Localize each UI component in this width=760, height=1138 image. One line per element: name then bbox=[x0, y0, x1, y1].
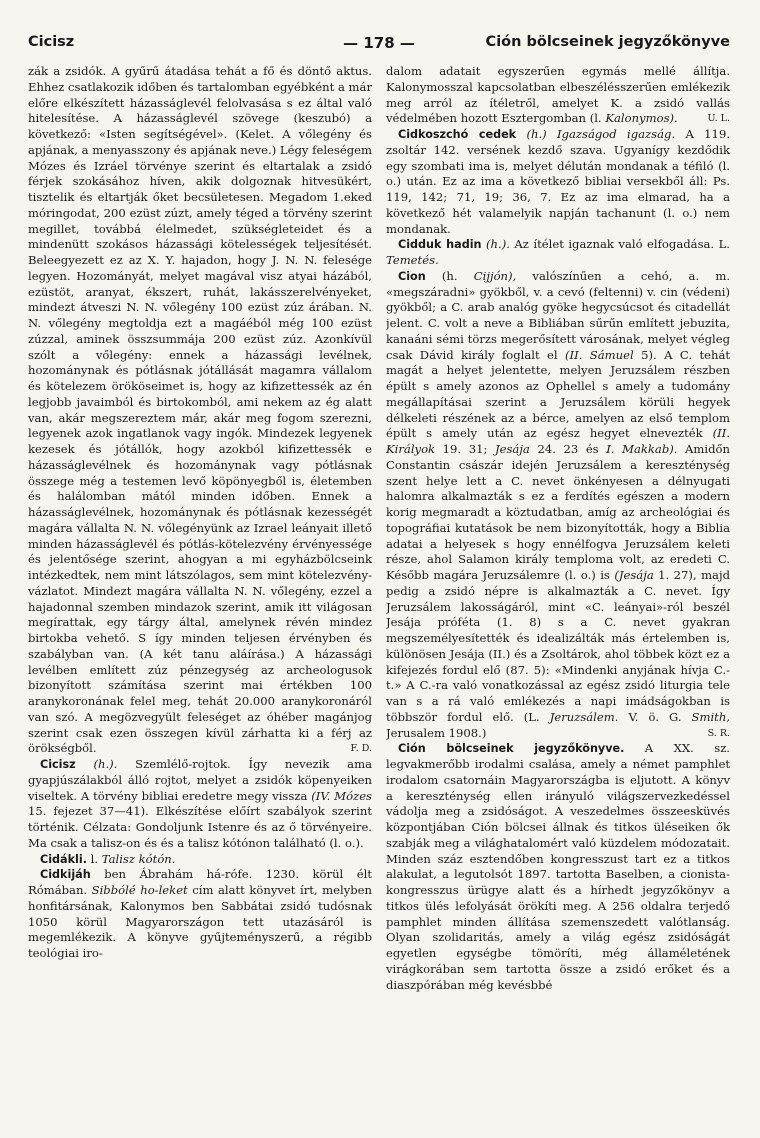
entry-headword: Cion bbox=[398, 269, 426, 283]
entry-text: V. ö. G. bbox=[618, 709, 682, 724]
entry-text: dalom adatait egyszerűen egymás mellé állítja. Kalonymosszal kapcsolatban elbeszélésszerűen emlékezik meg arról az ítéletről, amelyet K. a zsidó vallás védelmében hozott Esztergomban (l. bbox=[386, 64, 730, 126]
entry-tag: (h.). bbox=[93, 757, 118, 771]
entry-reference: (II. Királyok bbox=[386, 426, 730, 456]
entry-text: valószínűen a cehó, a. m. «megszáradni» gyökből, v. a cevó (feltenni) v. cin (védeni) gyökből; a C. arab analóg gyöke hegycsúcsot és citadellát jelent. C. volt a neve a Bibliában sűrűn említett jebuzita, kanaáni sémi törzs megerősített városának, melyet végleg csak Dávid király foglalt el bbox=[386, 268, 730, 362]
entry-continuation bbox=[28, 64, 372, 757]
running-head-left: Cicisz bbox=[28, 34, 75, 50]
entry-headword: Cidákli. bbox=[40, 852, 87, 866]
entry-text: cím alatt könyvet írt, melyben honfitársának, Kalonymos ben Sabbátai zsidó tudósnak 1050 körül Magyarországon tett utazásáról is megemlékezik. A könyve gyűjteményszerű, a régibb teológiai iro- bbox=[28, 883, 372, 960]
entry-reference: (II. Sámuel bbox=[565, 347, 634, 362]
entry-reference: Jesája bbox=[494, 442, 530, 456]
entry-text: 5). A C. tehát magát a helyet jelentette, melyen Jeruzsálem részben épült s amely azonos az Ophellel s amely a tudomány megállapításai szerint a Jeruzsálem körüli hegyek délkeleti részének az a bérce, amelyen az első templom épült s amely után az egész hegyet elnevezték bbox=[386, 347, 730, 441]
entry-reference: Smith, bbox=[691, 709, 730, 724]
entry-headword: Cidkoszchó cedek bbox=[398, 128, 517, 141]
entry-text: Jerusalem 1908.) bbox=[386, 725, 487, 740]
entry-text: zák a zsidók. A gyűrű átadása tehát a fő és döntő aktus. Ehhez csatlakozik időben és tartalomban egyébként a már előre elkészített házasságlevél felolvasása s ez által való hitelesítése. A házasságlevél szövege (keszubó) a következő: «Isten segítségével». (Kelet. A vőlegény és apjának, a menyasszony és apjának neve.) Légy feleségem Mózes és Izráel törvénye szerint és eltartalak a zsidó férjek szokásához híven, akik dolgoznak hitvesükért, tisztelik és eltartják őket becsületesen. Megadom 1.eked móringodat, 200 ezüst zúzt, amely téged a törvény szerint megillet, továbbá élelmedet, szükségleteidet és a mindenütt szokásos házassági kötelességek teljesítését. Beleegyezett ez az X. Y. hajadon, hogy J. N. N. felesége legyen. Hozományát, melyet magával visz atyai házából, ezüstöt, aranyat, ékszert, ruhát, lakásszerelvényeket, mindezt átveszi N. N. vőlegény 100 ezüst zúz árában. N. N. vőlegény megtoldja ezt a magáéból még 100 ezüst zúzzal, aminek összsummája 200 ezüst zúz. Azonkívül szólt a vőlegény: ennek a házassági levélnek, hozománynak és pótlásnak jótállását magamra vállalom és kötelezem örököseimet is, hogy az kifizettessék az én legjobb javaimból és birtokomból, ami nekem az ég alatt van, akár megszereztem már, akár meg fogom szerezni, legyenek azok ingatlanok vagy ingók. Mindezek legyenek kezesek és jótállók, hogy azokból kifizettessék e házasságlevélnek és hozománynak vagy pótlásnak összege még a testemen levő köpönyegből is, életemben és halálomban mától minden időben. Ennek a házasságlevélnek, hozománynak és pótlásnak kezességét magára vállalta N. N. vőlegényünk az Izrael leányait illető minden házasságlevél és pótlás-kötelezvény érvényessége és jelentősége szerint, ahogyan a mi egyházbölcseink intézkedtek, nem mint látszólagos, sem mint kötelezvény-vázlatot. Mindezt magára vállalta N. N. vőlegény, ezzel a hajadonnal szemben mindazok szerint, amik itt világosan megírattak, egy tárgy által, amelynek révén mindez birtokba vehető. S így minden teljesen érvényben és szabályban van. (A két tanu aláírása.) A házassági levélben említett zúz pénzegység az archeologusok bizonyított számítása szerint mai értékben 100 aranykoronának felel meg, tehát 20.000 aranykoronáról van szó. A megözvegyült feleséget az óhéber magánjog szerint csak ezen összegen kívül zárhatta ki a férj az örökségből. bbox=[28, 64, 372, 756]
entry-tag: (h.). bbox=[486, 237, 510, 252]
entry-cidakli bbox=[28, 852, 372, 868]
entry-headword: Ción bölcseinek jegyzőkönyve. bbox=[398, 742, 625, 756]
entry-text: ben Ábrahám há-rófe. 1230. körül élt Rómában. bbox=[28, 867, 372, 897]
entry-text: 1. 27), majd pedig a zsidó népre is alkalmazták a C. nevet. Így Jeruzsálem lakosságáról, mint «C. leányai»-ról beszél Jesája próféta (1. 8) s a C. nevet gyakran megszemélyesítették és idealizálták más értelemben is, különösen Jesája (II.) és a Zsoltárok, ahol többek közt ez a kifejezés fordul elő (87. 5): «Mindenki anyjának hívja C.-t.» A C.-ra való vonatkozással az egész zsidó liturgia tele van s a rá való emlékezés a napi imádságokban is többször fordul elő. (L. bbox=[386, 568, 730, 724]
entry-cidduk-hadin bbox=[386, 237, 730, 269]
entry-reference: Kalonymos). bbox=[605, 111, 678, 126]
entry-text: A XX. sz. legvakmerőbb irodalmi csalása, amely a német pamphlet irodalom csatornáin Magyarországba is eljutott. A könyv a kereszténység ellen irányuló világszervezkedéssel vádolja meg a zsidóságot. A veszedelmes összeesküvés központjában Ción bölcsei állnak és titkos üléseiken ők szabják meg a világhatalomért való küzdelem módozatait. Minden száz esztendőben kongresszust tart ez a titkos alakulat, a legutolsót 1897. tartotta Baselben, a cionista-kongresszus ürügye alatt és a hírhedt jegyzőkönyv a titkos ülés lefolyását örökíti meg. A 256 oldalra terjedő pamphlet minden állítása szemenszedett valótlanság. Olyan szolidaritás, amely a világ egész zsidóságát egyetlen egységbe tömöríti, még államéletének virágkorában sem tartotta össze a zsidó erőket és a diaszpórában még kevésbbé bbox=[386, 741, 730, 992]
entry-reference: I. Makkab). bbox=[606, 442, 678, 456]
right-column bbox=[386, 64, 730, 1132]
entry-headword: Cidkijáh bbox=[40, 868, 91, 882]
author-signature: U. L. bbox=[707, 113, 730, 125]
entry-text: 15. fejezet 37—41). Elkészítése előírt szabályok szerint történik. Célzata: Gondoljunk Istenre és az ő törvényeire. Ma csak a talisz-on és és a talisz kótónon található (l. o.). bbox=[28, 804, 372, 850]
author-signature: S. R. bbox=[707, 727, 730, 739]
entry-text: 24. 23 és bbox=[529, 442, 599, 456]
entry-text: Szemlélő-rojtok. Így nevezik ama gyapjúszálakból álló rojtot, melyet a zsidók köpenyeiken viseltek. A törvény bibliai eredetre megy vissza bbox=[28, 757, 372, 803]
entry-cion bbox=[386, 269, 730, 742]
entry-headword: Cicisz bbox=[40, 758, 76, 771]
entry-reference: (h.) Igazságod igazság. bbox=[526, 127, 676, 141]
entry-reference: (IV. Mózes bbox=[311, 788, 372, 803]
entry-text: Az ítélet igaznak való elfogadása. L. bbox=[509, 237, 730, 252]
entry-tag: (h. bbox=[441, 268, 458, 283]
running-head-right: Ción bölcseinek jegyzőkönyve bbox=[485, 34, 730, 50]
entry-reference: Sibbólé ho-leket bbox=[91, 883, 188, 897]
entry-text: A 119. zsoltár 142. versének kezdő szava. Ugyanígy kezdődik egy szombati ima is, melyet délután mondanak a téfiló (l. o.) után. Ez az ima a következő bibliai versekből áll: Ps. 119, 142; 71, 19; 36, 7. Ez az ima elmarad, ha a következő hét valamelyik napján tachanunt (l. o.) nem mondanak. bbox=[386, 127, 730, 236]
text-columns bbox=[28, 64, 730, 1132]
entry-reference: Jeruzsálem. bbox=[549, 709, 619, 724]
page-header bbox=[28, 34, 730, 56]
entry-cidkijah bbox=[28, 867, 372, 962]
entry-cicisz bbox=[28, 757, 372, 852]
entry-reference: Temetés. bbox=[386, 253, 439, 267]
entry-cion-protocols bbox=[386, 741, 730, 993]
left-column bbox=[28, 64, 372, 1132]
entry-text: l. bbox=[86, 851, 99, 866]
entry-text: Amidőn Constantin császár idején Jeruzsálem a kereszténység szent helye lett a C. nevet önkényesen a délnyugati halomra alkalmazták s ez a ferdítés egészen a modern korig megmaradt a köztudatban, amíg az archeológiai és topográfiai kutatások be nem bizonyították, hogy a Biblia adatai a helyesek s hogy ennélfogva Jeruzsálem keleti része, ahol Salamon király temploma volt, az eredeti C. Később magára Jeruzsálemre (l. o.) is bbox=[386, 442, 730, 582]
entry-text: 19. 31; bbox=[435, 442, 488, 456]
entry-reference: (Jesája bbox=[614, 568, 654, 582]
author-signature: F. D. bbox=[350, 743, 372, 755]
entry-headword: Cidduk hadin bbox=[398, 238, 482, 252]
entry-continuation bbox=[386, 64, 730, 127]
page-number: — 178 — bbox=[343, 34, 415, 52]
entry-reference: Talisz kótón. bbox=[101, 851, 176, 866]
entry-cidkoszcho bbox=[386, 127, 730, 237]
entry-tag: Cijjón), bbox=[473, 268, 517, 283]
